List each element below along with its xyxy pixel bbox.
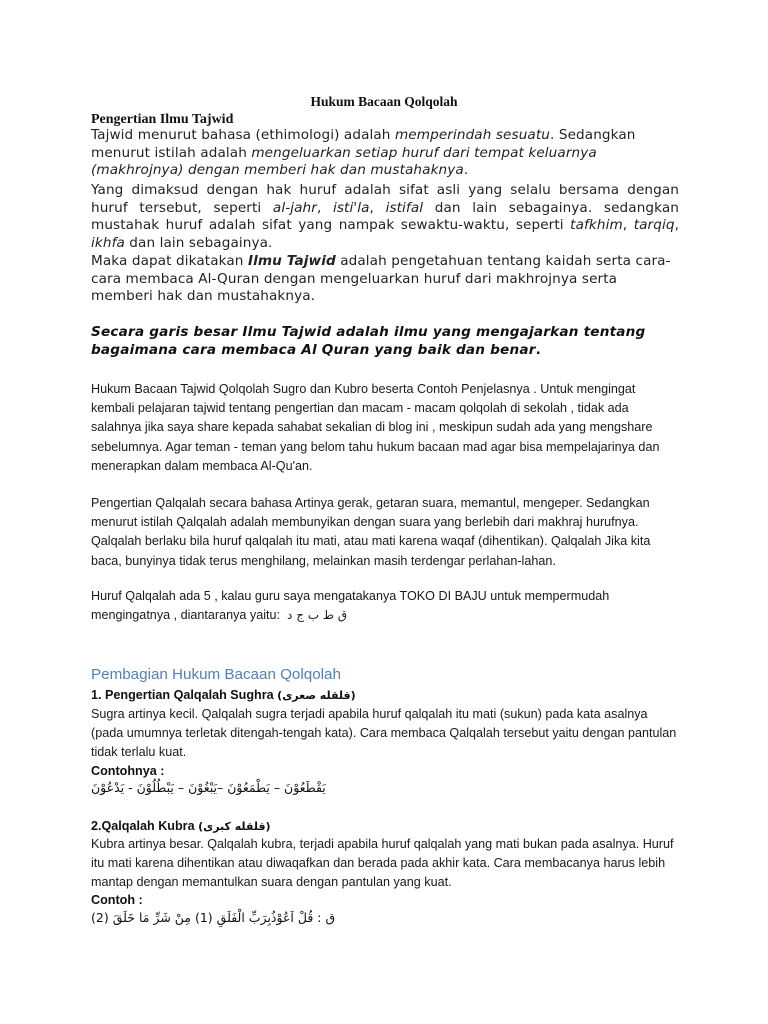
- italic-term: istifal: [385, 199, 424, 216]
- arabic-term: (قلقله كبرى): [198, 820, 271, 833]
- paragraph-huruf-qalqalah: [91, 587, 681, 625]
- text-run: ,: [674, 217, 679, 234]
- text-run: Maka dapat dikatakan: [91, 253, 248, 269]
- italic-term: isti'la: [333, 199, 370, 216]
- paragraph-sughra: Sugra artinya kecil. Qalqalah sugra terjadi apabila huruf qalqalah itu mati (sukun) pada kata asalnya (pada umumnya terletak ditengah-tengah kata). Cara membaca Qalqalah tersebut yaitu dengan pantulan tidak terlalu kuat.: [91, 707, 677, 760]
- text-run: Yang dimaksud dengan hak huruf adalah sifat asli yang selalu bersama dengan huruf tersebut, seperti: [91, 182, 679, 216]
- example-label-sughra: Contohnya :: [91, 764, 165, 778]
- emphasis-statement: [91, 324, 679, 359]
- italic-term: mengeluarkan setiap huruf dari tempat keluarnya (makhrojnya) dengan memberi hak dan mustahaknya: [91, 144, 597, 179]
- paragraph-ilmu-tajwid-conclusion: [91, 253, 679, 306]
- section-heading-ilmu-tajwid: Pengertian Ilmu Tajwid: [91, 112, 234, 127]
- bold-term: Ilmu Tajwid: [247, 253, 336, 269]
- arabic-example-sughra: يَقْطَعُوْنَ – يَطْمَعُوْنَ –يَبْغُوْنَ – يَبْطُلُوْنَ - يَدْعُوْنَ: [91, 780, 326, 795]
- paragraph-kubra: Kubra artinya besar. Qalqalah kubra, terjadi apabila huruf qalqalah yang mati bukan pada asalnya. Huruf itu mati karena dihentikan atau diwaqafkan dan berada pada akhir kata. Cara membacanya harus lebih mantap dengan memantulkan suara dengan pantulan yang kuat.: [91, 837, 674, 890]
- text-run: Huruf Qalqalah ada 5 , kalau guru saya mengatakanya TOKO DI BAJU untuk mempermudah mengingatnya , diantaranya yaitu:: [91, 589, 610, 623]
- subheading-kubra: [91, 817, 681, 836]
- text-run: ,: [316, 199, 333, 216]
- italic-term: ikhfa: [91, 234, 125, 251]
- text-run: dan lain sebagainya.: [124, 234, 273, 251]
- text-run: Tajwid menurut bahasa (ethimologi) adalah: [91, 127, 395, 143]
- paragraph-qalqalah-definition: Pengertian Qalqalah secara bahasa Artinya gerak, getaran suara, memantul, mengeper. Sedangkan menurut istilah Qalqalah adalah membunyikan dengan suara yang berlebih dari makhraj hurufnya. Qalqalah berlaku bila huruf qalqalah itu mati, atau mati karena waqaf (dihentikan). Qalqalah Jika kita baca, bunyinya tidak terus menghilang, melainkan masih terdengar perlahan-lahan.: [91, 496, 651, 568]
- text-run: adalah pengetahuan tentang kaidah serta cara-cara membaca Al-Quran dengan mengeluarkan huruf dari makhrojnya serta memberi hak dan mustahaknya.: [91, 253, 671, 305]
- text-run: .: [535, 341, 541, 358]
- text-run: Secara garis besar Ilmu Tajwid adalah ilmu yang mengajarkan tentang bagaimana cara membaca Al Quran yang baik dan benar: [91, 324, 646, 358]
- document-title: Hukum Bacaan Qolqolah: [310, 94, 458, 109]
- arabic-example-kubra: ق : قُلْ اَعُوْذُبِرَبِّ الْفَلَقِ (1) مِنْ شَرِّ مَا خَلَقَ (2): [91, 910, 336, 925]
- example-label-kubra: Contoh :: [91, 893, 143, 907]
- text-run: ,: [622, 217, 634, 234]
- paragraph-tajwid-definition: [91, 127, 679, 180]
- italic-term: al-jahr: [272, 199, 317, 216]
- paragraph-hak-mustahak: [91, 182, 679, 252]
- subheading-text: 1. Pengertian Qalqalah Sughra: [91, 688, 274, 702]
- section-heading-pembagian: Pembagian Hukum Bacaan Qolqolah: [91, 666, 341, 683]
- italic-term: tarqiq: [633, 217, 675, 234]
- qalqalah-letters: ق ط ب ج د: [287, 608, 348, 623]
- text-run: . Sedangkan menurut istilah adalah: [91, 127, 636, 161]
- text-run: .: [463, 162, 469, 179]
- text-run: dan lain sebagainya. sedangkan mustahak huruf adalah sifat yang nampak sewaktu-waktu, seperti: [91, 199, 680, 234]
- arabic-term: (قلقله صعرى): [277, 689, 356, 702]
- italic-term: tafkhim: [570, 217, 623, 234]
- subheading-sughra: [91, 686, 681, 705]
- text-run: ,: [369, 199, 386, 216]
- subheading-text: 2.Qalqalah Kubra: [91, 819, 195, 833]
- italic-term: memperindah sesuatu: [394, 127, 550, 143]
- paragraph-intro: Hukum Bacaan Tajwid Qolqolah Sugro dan Kubro beserta Contoh Penjelasnya . Untuk mengingat kembali pelajaran tajwid tentang pengertian dan macam - macam qolqolah di sekolah , tidak ada salahnya jika saya share kepada sahabat sekalian di blog ini , meskipun sudah ada yang mengshare sebelumnya. Agar teman - teman yang belom tahu hukum bacaan mad agar bisa mempelajarinya dan menerapkan dalam membaca Al-Qu'an.: [91, 382, 660, 473]
